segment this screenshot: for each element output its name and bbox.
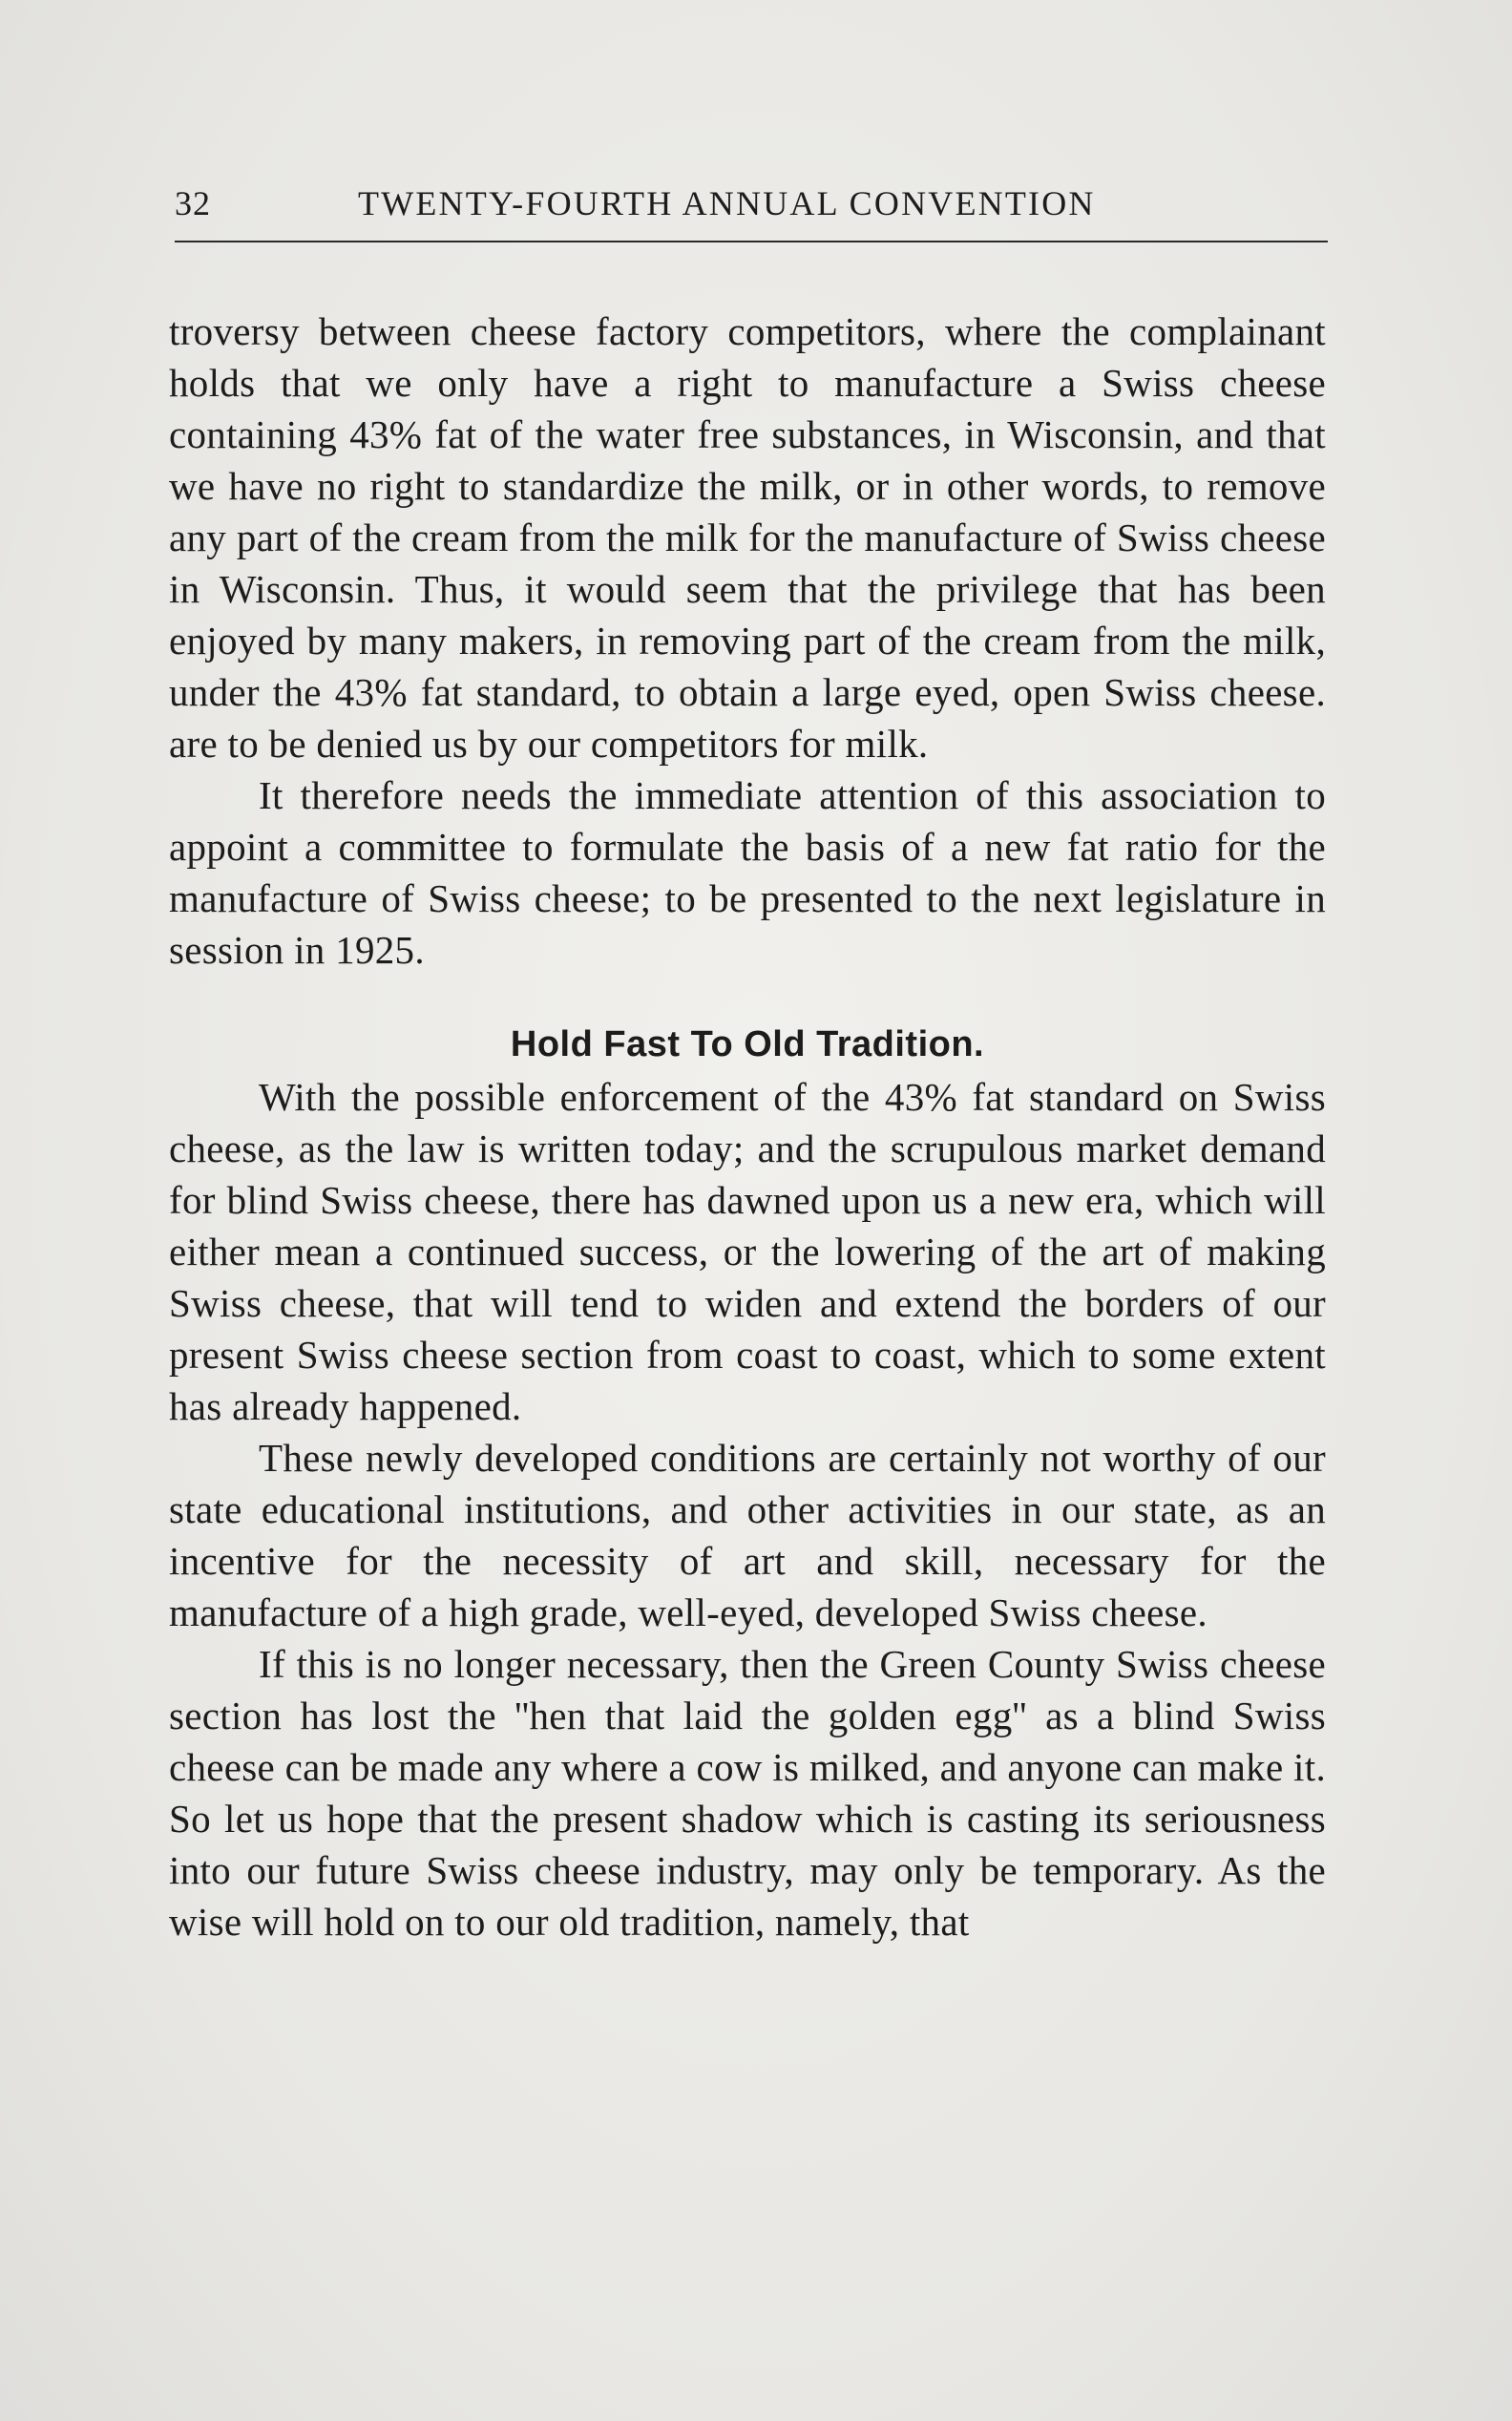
paragraph: These newly developed conditions are certainly not worthy of our state educational institutions, and other activities in our state, as an incentive for the necessity of art and skill, necessary for the manufacture of a high grade, well-eyed, developed Swiss cheese.: [169, 1436, 1326, 1634]
paragraph: With the possible enforcement of the 43% fat standard on Swiss cheese, as the law is written today; and the scrupulous market demand for blind Swiss cheese, there has dawned upon us a new era, which will either mean a continued success, or the lowering of the art of making Swiss cheese, that will tend to widen and extend the borders of our present Swiss cheese section from coast to coast, which to some extent has already happened.: [169, 1075, 1326, 1428]
page-number: 32: [175, 184, 211, 222]
paragraph: It therefore needs the immediate attention of this association to appoint a committee to formulate the basis of a new fat ratio for the manufacture of Swiss cheese; to be presented to the next legislature in session in 1925.: [169, 773, 1326, 972]
running-header: [175, 183, 1328, 237]
section-heading: Hold Fast To Old Tradition.: [510, 1024, 985, 1064]
header-rule: [175, 241, 1328, 242]
running-title: TWENTY-FOURTH ANNUAL CONVENTION: [358, 184, 1096, 222]
paragraph: If this is no longer necessary, then the Green County Swiss cheese section has lost the ''hen that laid the golden egg'' as a blind Swiss cheese can be made any where a cow is milked, and anyone can make it. So let us hope that the present shadow which is casting its seriousness into our future Swiss cheese industry, may only be temporary. As the wise will hold on to our old tradition, namely, that: [169, 1642, 1326, 1944]
body-text: [169, 305, 1326, 1947]
paragraph: troversy between cheese factory competitors, where the complainant holds that we only have a right to manufacture a Swiss cheese containing 43% fat of the water free substances, in Wisconsin, and that we have no right to standardize the milk, or in other words, to remove any part of the cream from the milk for the manufacture of Swiss cheese in Wisconsin. Thus, it would seem that the privilege that has been enjoyed by many makers, in removing part of the cream from the milk, under the 43% fat standard, to obtain a large eyed, open Swiss cheese. are to be denied us by our competitors for milk.: [169, 309, 1326, 766]
